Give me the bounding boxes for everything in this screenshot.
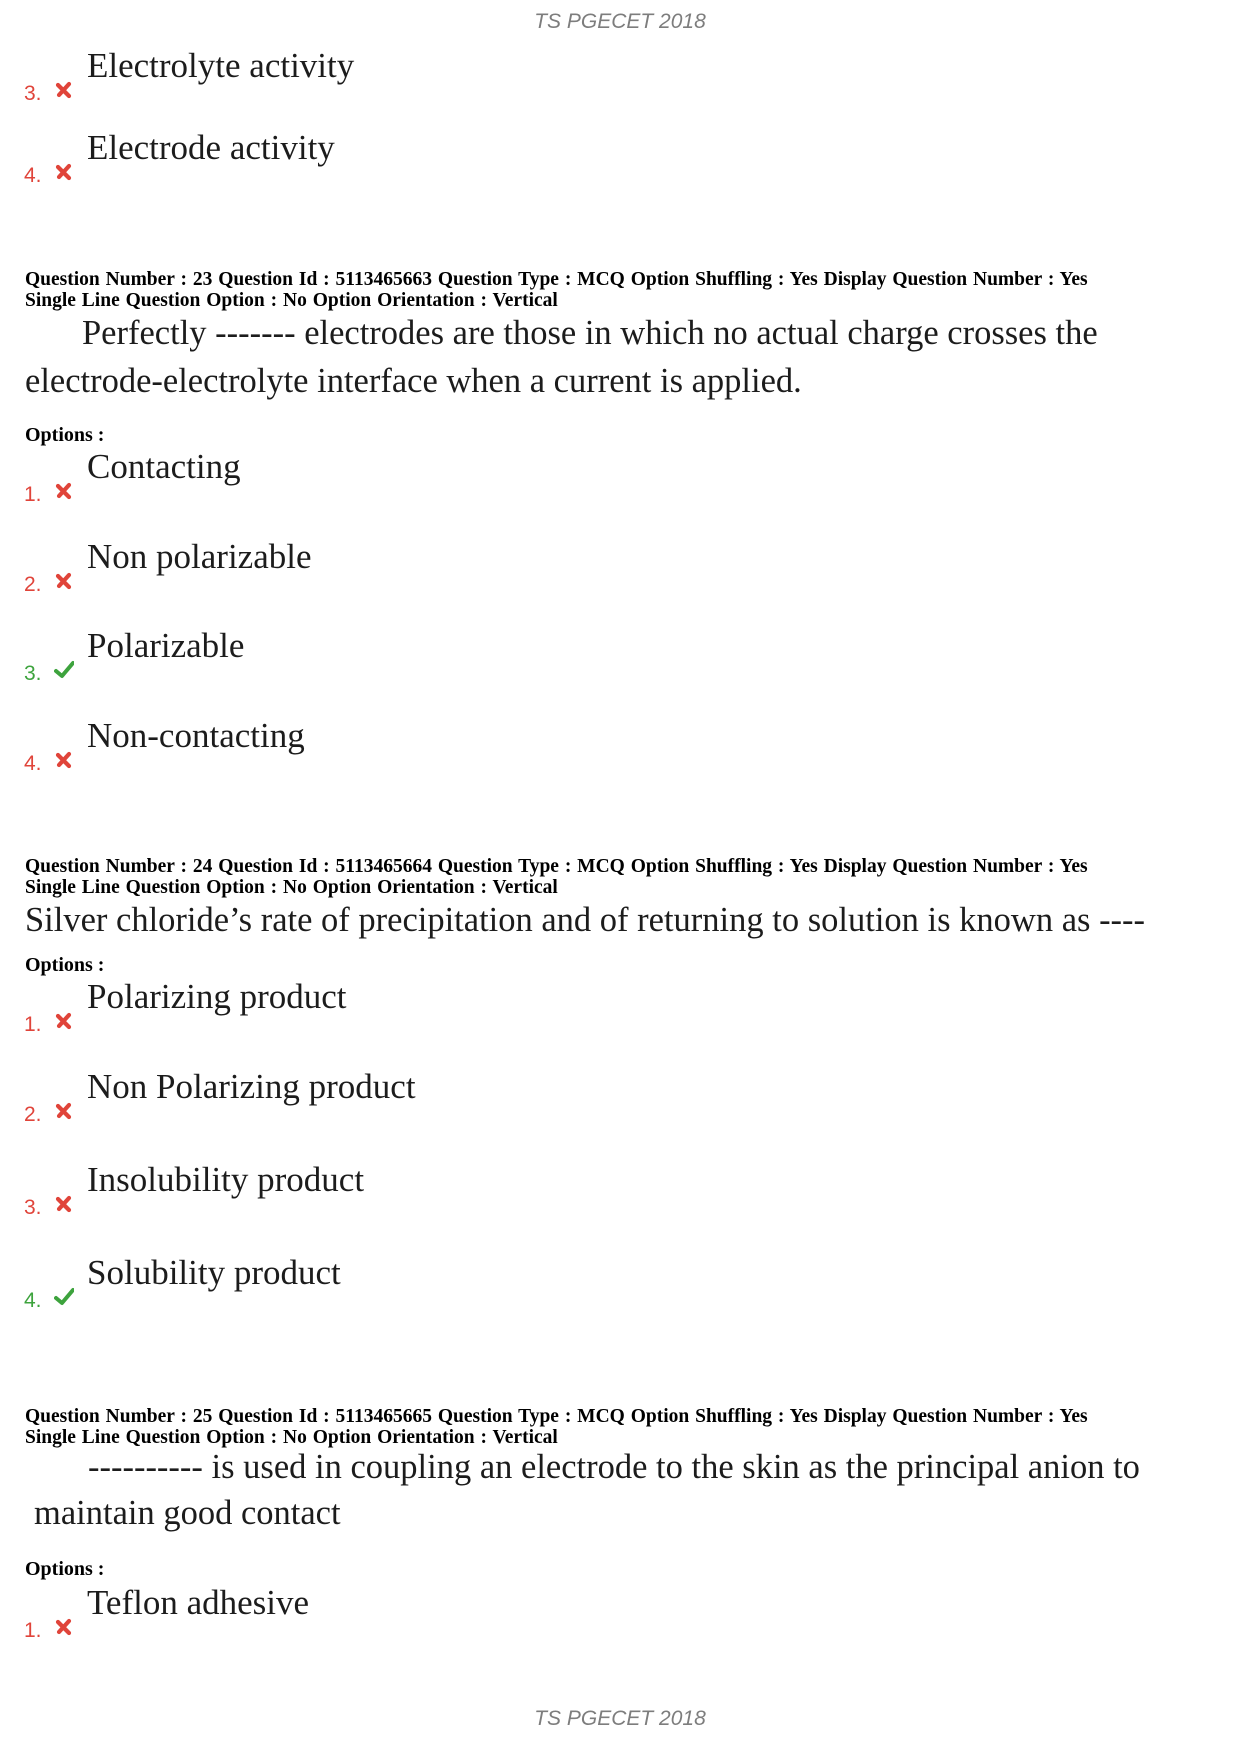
option-item[interactable] [24,626,624,686]
option-item[interactable] [24,1583,624,1643]
option-number: 2. [24,573,42,596]
option-number: 1. [24,483,42,506]
options-label: Options : [25,954,105,976]
question-stem: maintain good contact [34,1494,341,1532]
option-number: 1. [24,1619,42,1642]
option-item[interactable] [24,977,624,1037]
option-number: 2. [24,1103,42,1126]
question-stem: Silver chloride’s rate of precipitation and of returning to solution is known as ---- [25,901,1146,939]
option-text: Non polarizable [87,537,312,576]
option-text: Non-contacting [87,716,305,755]
check-icon [54,660,74,680]
page-header: TS PGECET 2018 [534,10,706,33]
cross-icon [54,571,74,591]
cross-icon [54,1011,74,1031]
cross-icon [54,80,74,100]
option-number: 3. [24,82,42,105]
question-meta: Question Number : 23 Question Id : 5113465663 Question Type : MCQ Option Shuffling : Yes Display Question Number : Yes [25,269,1088,290]
question-stem: ---------- is used in coupling an electrode to the skin as the principal anion to [88,1448,1140,1486]
option-text: Contacting [87,447,241,486]
option-number: 4. [24,752,42,775]
option-text: Insolubility product [87,1160,365,1199]
question-meta: Single Line Question Option : No Option Orientation : Vertical [25,877,558,898]
option-item[interactable] [24,1160,624,1220]
option-number: 3. [24,1196,42,1219]
question-stem: Perfectly ------- electrodes are those in which no actual charge crosses the [82,314,1098,352]
page-footer: TS PGECET 2018 [534,1707,706,1730]
options-label: Options : [25,424,105,446]
cross-icon [54,481,74,501]
option-text: Polarizing product [87,977,347,1016]
option-item[interactable] [24,716,624,776]
question-meta: Single Line Question Option : No Option Orientation : Vertical [25,1427,558,1448]
option-text: Non Polarizing product [87,1067,416,1106]
cross-icon [54,750,74,770]
option-number: 1. [24,1013,42,1036]
option-item[interactable] [24,46,624,106]
option-text: Electrolyte activity [87,46,355,85]
question-meta: Question Number : 24 Question Id : 5113465664 Question Type : MCQ Option Shuffling : Yes Display Question Number : Yes [25,856,1088,877]
option-text: Polarizable [87,626,245,665]
cross-icon [54,1617,74,1637]
question-meta: Single Line Question Option : No Option Orientation : Vertical [25,290,558,311]
cross-icon [54,1194,74,1214]
option-item[interactable] [24,128,624,188]
option-item[interactable] [24,447,624,507]
option-text: Solubility product [87,1253,341,1292]
cross-icon [54,162,74,182]
option-item[interactable] [24,1253,624,1313]
option-number: 3. [24,662,42,685]
option-item[interactable] [24,537,624,597]
option-text: Electrode activity [87,128,335,167]
options-label: Options : [25,1558,105,1580]
question-stem: electrode-electrolyte interface when a current is applied. [25,362,802,400]
question-meta: Question Number : 25 Question Id : 5113465665 Question Type : MCQ Option Shuffling : Yes Display Question Number : Yes [25,1406,1088,1427]
option-number: 4. [24,1289,42,1312]
check-icon [54,1287,74,1307]
cross-icon [54,1101,74,1121]
option-text: Teflon adhesive [87,1583,310,1622]
option-number: 4. [24,164,42,187]
option-item[interactable] [24,1067,624,1127]
